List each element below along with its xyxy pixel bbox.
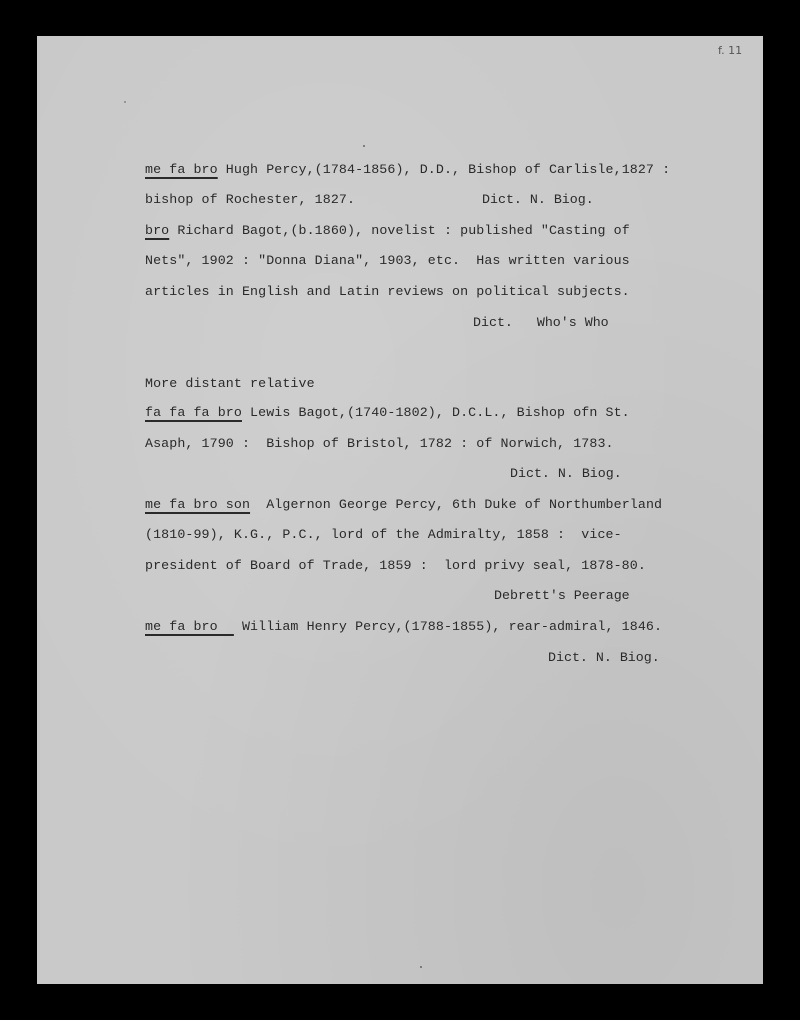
section-heading: More distant relative	[145, 376, 315, 391]
entry-2-line-1	[145, 223, 630, 238]
entry-1-line-2: bishop of Rochester, 1827.	[145, 192, 356, 207]
distant-2-line-2: (1810-99), K.G., P.C., lord of the Admiralty, 1858 : vice-	[145, 527, 622, 542]
entry-1-text-1: Hugh Percy,(1784-1856), D.D., Bishop of Carlisle,1827 :	[217, 162, 671, 177]
folio-number: f. 11	[718, 44, 743, 57]
distant-3-line-1	[145, 619, 662, 634]
distant-3-text-1: William Henry Percy,(1788-1855), rear-admiral, 1846.	[233, 619, 663, 634]
distant-2-line-3: president of Board of Trade, 1859 : lord privy seal, 1878-80.	[145, 558, 646, 573]
entry-2-line-2: Nets", 1902 : "Donna Diana", 1903, etc. Has written various	[145, 253, 630, 268]
distant-3-relation: me fa bro	[145, 619, 234, 634]
distant-1-text-1: Lewis Bagot,(1740-1802), D.C.L., Bishop ofn St.	[241, 405, 630, 420]
entry-2-source: Dict. Who's Who	[473, 315, 609, 330]
distant-2-text-1: Algernon George Percy, 6th Duke of Northumberland	[250, 497, 663, 512]
entry-2-text-1: Richard Bagot,(b.1860), novelist : published "Casting of	[169, 223, 630, 238]
entry-1-source: Dict. N. Biog.	[482, 192, 594, 207]
paper-speck	[420, 966, 422, 968]
distant-2-source: Debrett's Peerage	[494, 588, 630, 603]
distant-3-source: Dict. N. Biog.	[548, 650, 660, 665]
entry-2-relation: bro	[145, 223, 170, 238]
distant-2-line-1	[145, 497, 662, 512]
entry-1-relation: me fa bro	[145, 162, 218, 177]
paper-speck	[363, 145, 365, 147]
distant-2-relation: me fa bro son	[145, 497, 251, 512]
entry-1-line-1	[145, 162, 670, 177]
distant-1-line-2: Asaph, 1790 : Bishop of Bristol, 1782 : of Norwich, 1783.	[145, 436, 614, 451]
distant-1-source: Dict. N. Biog.	[510, 466, 622, 481]
distant-1-relation: fa fa fa bro	[145, 405, 242, 420]
entry-2-line-3: articles in English and Latin reviews on political subjects.	[145, 284, 630, 299]
paper-speck	[124, 101, 126, 103]
distant-1-line-1	[145, 405, 630, 420]
